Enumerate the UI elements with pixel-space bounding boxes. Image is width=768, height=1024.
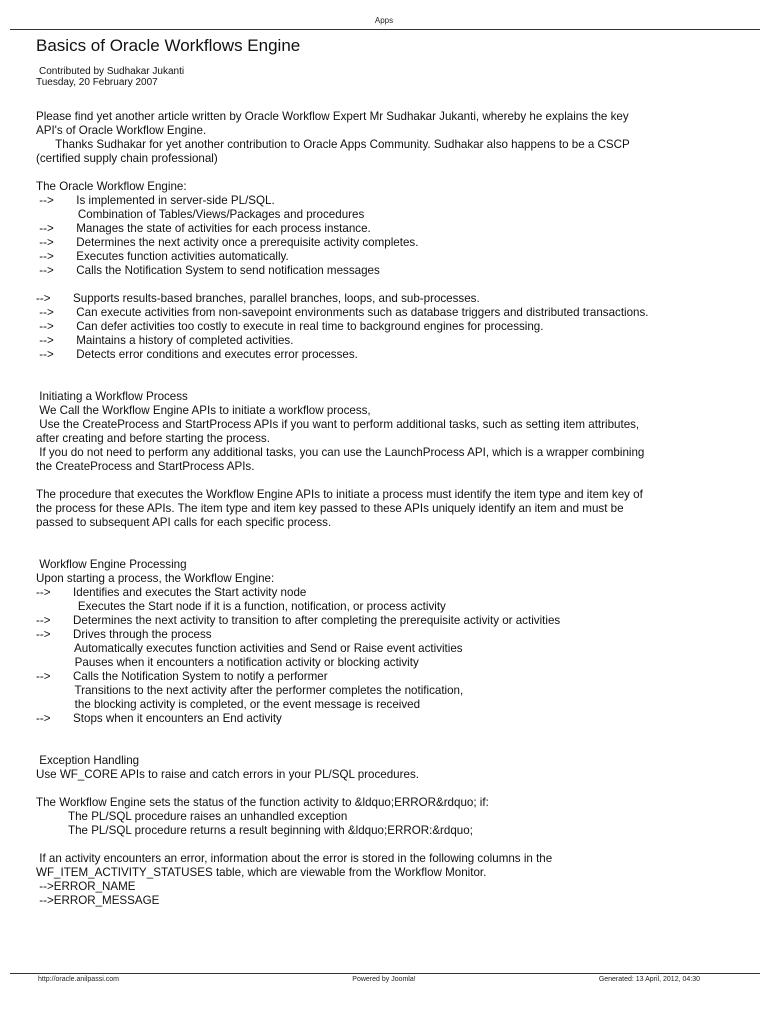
article-line: WF_ITEM_ACTIVITY_STATUSES table, which are viewable from the Workflow Monitor. [36, 866, 487, 879]
footer-divider [10, 973, 760, 974]
article-line: --> Executes function activities automatically. [36, 250, 289, 263]
article-line: Transitions to the next activity after the performer completes the notification, [36, 684, 464, 697]
article-line: Please find yet another article written by Oracle Workflow Expert Mr Sudhakar Jukanti, whereby he explains the key [36, 110, 629, 123]
article-line: The PL/SQL procedure returns a result beginning with &ldquo;ERROR:&rdquo; [36, 824, 473, 837]
article-line: -->ERROR_MESSAGE [36, 894, 160, 907]
article-line [36, 278, 736, 292]
article-line [36, 740, 736, 754]
article-line: Executes the Start node if it is a function, notification, or process activity [36, 600, 446, 613]
article-line: --> Calls the Notification System to notify a performer [36, 670, 328, 683]
article-line: --> Determines the next activity to transition to after completing the prerequisite activity or activities [36, 614, 561, 627]
article-line [36, 530, 736, 544]
article-line: passed to subsequent API calls for each specific process. [36, 516, 332, 529]
article-line: (certified supply chain professional) [36, 152, 218, 165]
footer-powered-by: Powered by Joomla! [352, 976, 416, 983]
header-divider [10, 29, 760, 30]
article-line: The procedure that executes the Workflow Engine APIs to initiate a process must identify the item type and item key of [36, 488, 643, 501]
article-line: Upon starting a process, the Workflow Engine: [36, 572, 275, 585]
article-line: --> Can execute activities from non-savepoint environments such as database triggers and distributed transactions. [36, 306, 649, 319]
article-body [36, 110, 736, 908]
header-section-label: Apps [374, 16, 394, 25]
article-line: --> Is implemented in server-side PL/SQL. [36, 194, 275, 207]
article-line: --> Can defer activities too costly to execute in real time to background engines for processing. [36, 320, 544, 333]
article-line: If an activity encounters an error, information about the error is stored in the following columns in the [36, 852, 553, 865]
article-line [36, 782, 736, 796]
article-line [36, 474, 736, 488]
article-line: Combination of Tables/Views/Packages and procedures [36, 208, 365, 221]
article-line: --> Determines the next activity once a prerequisite activity completes. [36, 236, 419, 249]
article-line: the process for these APIs. The item type and item key passed to these APIs uniquely identify an item and must be [36, 502, 624, 515]
article-line: The Oracle Workflow Engine: [36, 180, 187, 193]
article-line: -->ERROR_NAME [36, 880, 136, 893]
article-line: --> Manages the state of activities for each process instance. [36, 222, 371, 235]
article-line: --> Supports results-based branches, parallel branches, loops, and sub-processes. [36, 292, 480, 305]
article-line: API's of Oracle Workflow Engine. [36, 124, 207, 137]
article-line: The PL/SQL procedure raises an unhandled exception [36, 810, 348, 823]
article-line: --> Drives through the process [36, 628, 212, 641]
article-line: Thanks Sudhakar for yet another contribution to Oracle Apps Community. Sudhakar also happens to be a CSCP [36, 138, 630, 151]
article-line: The Workflow Engine sets the status of the function activity to &ldquo;ERROR&rdquo; if: [36, 796, 489, 809]
article-line [36, 166, 736, 180]
article-line: after creating and before starting the process. [36, 432, 270, 445]
article-line: We Call the Workflow Engine APIs to initiate a workflow process, [36, 404, 371, 417]
article-line: Pauses when it encounters a notification activity or blocking activity [36, 656, 419, 669]
article-line: Initiating a Workflow Process [36, 390, 188, 403]
article-line [36, 544, 736, 558]
article-line: the CreateProcess and StartProcess APIs. [36, 460, 255, 473]
article-line [36, 362, 736, 376]
article-line: --> Maintains a history of completed activities. [36, 334, 294, 347]
article-contributor: Contributed by Sudhakar Jukanti [39, 66, 185, 77]
article-line: Workflow Engine Processing [36, 558, 187, 571]
article-line [36, 376, 736, 390]
article-line: --> Calls the Notification System to send notification messages [36, 264, 380, 277]
article-line: --> Stops when it encounters an End activity [36, 712, 282, 725]
article-line: --> Detects error conditions and executes error processes. [36, 348, 358, 361]
article-date: Tuesday, 20 February 2007 [36, 77, 158, 88]
footer-url[interactable]: http://oracle.anilpassi.com [38, 976, 119, 983]
article-line: If you do not need to perform any additional tasks, you can use the LaunchProcess API, which is a wrapper combining [36, 446, 645, 459]
article-line: Use the CreateProcess and StartProcess APIs if you want to perform additional tasks, such as setting item attributes, [36, 418, 640, 431]
article-line [36, 838, 736, 852]
article-line: --> Identifies and executes the Start activity node [36, 586, 307, 599]
article-meta [36, 66, 184, 88]
footer-generated-date: Generated: 13 April, 2012, 04:30 [598, 976, 700, 983]
article-line: Exception Handling [36, 754, 140, 767]
article-line: Use WF_CORE APIs to raise and catch errors in your PL/SQL procedures. [36, 768, 419, 781]
article-title: Basics of Oracle Workflows Engine [36, 36, 301, 55]
article-line: the blocking activity is completed, or the event message is received [36, 698, 421, 711]
article-line: Automatically executes function activities and Send or Raise event activities [36, 642, 463, 655]
article-line [36, 726, 736, 740]
